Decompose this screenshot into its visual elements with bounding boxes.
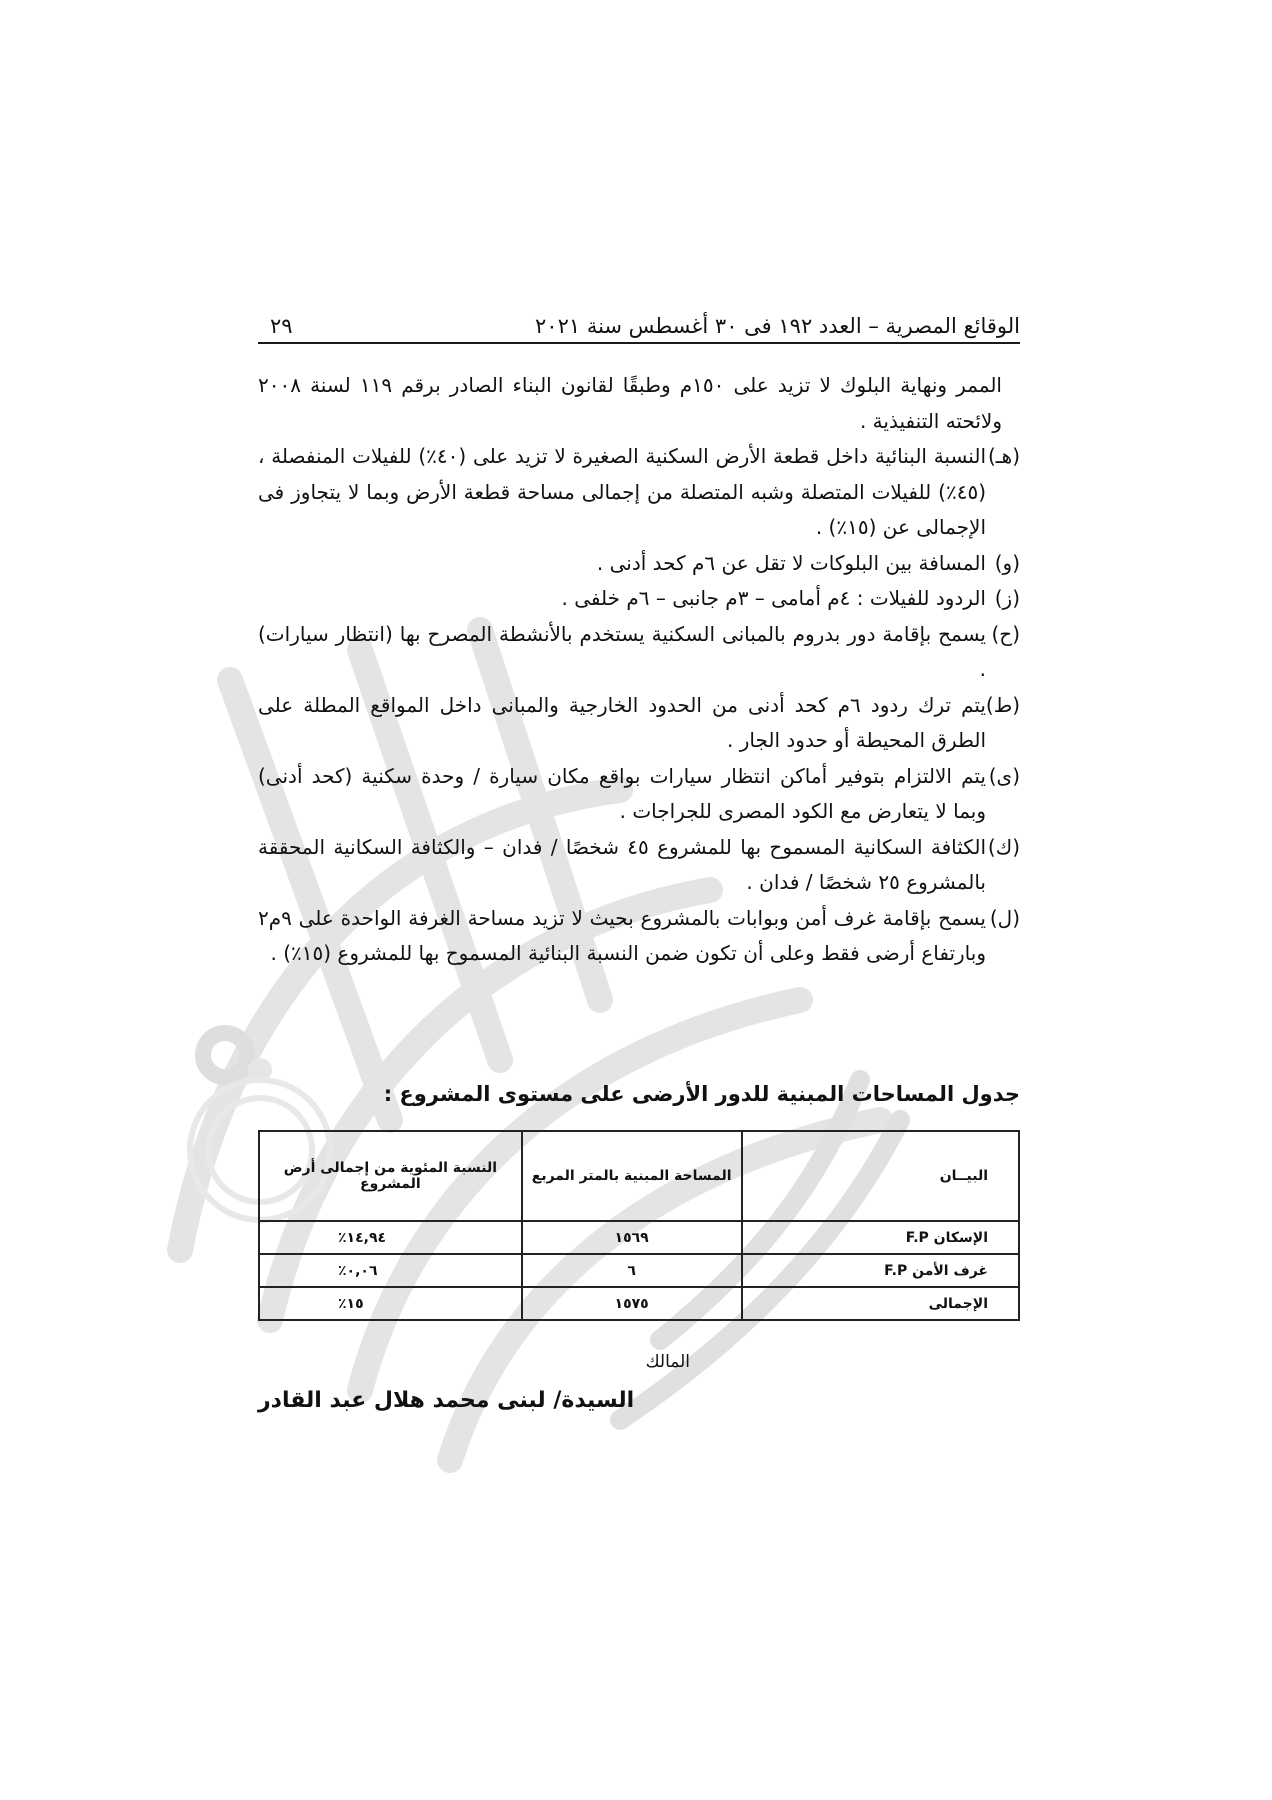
- item-marker: (ز): [994, 586, 1020, 610]
- item-marker: (و): [994, 550, 1020, 575]
- table-row: [259, 1254, 1019, 1287]
- gazette-page: [258, 0, 1020, 1800]
- gazette-header-title: الوقائع المصرية – العدد ١٩٢ فى ٣٠ أغسطس سنة ٢٠٢١: [535, 314, 1020, 338]
- item-text: يتم الالتزام بتوفير أماكن انتظار سيارات بواقع مكان سيارة / وحدة سكنية (كحد أدنى) وبما لا يتعارض مع الكود المصرى للجراجات .: [258, 763, 986, 823]
- item-text: يسمح بإقامة غرف أمن وبوابات بالمشروع بحيث لا تزيد مساحة الغرفة الواحدة على ٩م٢ وبارتفاع أرضى فقط وعلى أن تكون ضمن النسبة البنائية المسموح بها للمشروع (١٥٪) .: [258, 905, 986, 965]
- column-header-percentage: النسبة المئوية من إجمالى أرض المشروع: [259, 1131, 522, 1221]
- cell-built-area: ١٥٦٩: [522, 1221, 742, 1254]
- body-text: [258, 368, 1020, 972]
- cell-built-area: ١٥٧٥: [522, 1287, 742, 1320]
- item-marker: (هـ): [987, 444, 1020, 468]
- list-item: [258, 546, 1020, 582]
- list-item: [258, 439, 1020, 546]
- list-item: [258, 581, 1020, 617]
- signature-name-block: [258, 1388, 1020, 1413]
- header-rule: [258, 342, 1020, 344]
- table-title: جدول المساحات المبنية للدور الأرضى على مستوى المشروع :: [383, 1082, 1020, 1106]
- cell-percentage: ٠,٠٦٪: [259, 1254, 522, 1287]
- cell-description: الإجمالى: [742, 1287, 1019, 1320]
- list-item: [258, 759, 1020, 830]
- list-item: [258, 830, 1020, 901]
- table-row: [259, 1221, 1019, 1254]
- item-text: يتم ترك ردود ٦م كحد أدنى من الحدود الخارجية والمبانى داخل المواقع المطلة على الطرق المحيطة أو حدود الجار .: [258, 692, 986, 752]
- cell-percentage: ١٥٪: [259, 1287, 522, 1320]
- list-item: [258, 617, 1020, 688]
- table-row: [259, 1287, 1019, 1320]
- intro-paragraph: الممر ونهاية البلوك لا تزيد على ١٥٠م وطبقًا لقانون البناء الصادر برقم ١١٩ لسنة ٢٠٠٨ ولائحته التنفيذية .: [258, 373, 1002, 433]
- built-areas-table: [258, 1130, 1020, 1321]
- owner-name: السيدة/ لبنى محمد هلال عبد القادر: [258, 1388, 635, 1413]
- table-header-row: [259, 1131, 1019, 1221]
- cell-percentage: ١٤,٩٤٪: [259, 1221, 522, 1254]
- item-text: المسافة بين البلوكات لا تقل عن ٦م كحد أدنى .: [596, 550, 986, 575]
- item-marker: (ى): [988, 763, 1020, 788]
- item-marker: (ل): [989, 905, 1020, 930]
- page-header: [258, 294, 1020, 338]
- item-marker: (ط): [985, 692, 1020, 717]
- page-number: ٢٩: [270, 314, 293, 338]
- column-header-built-area: المساحة المبنية بالمتر المربع: [522, 1131, 742, 1221]
- signature-label: المالك: [645, 1352, 690, 1372]
- item-text: الكثافة السكانية المسموح بها للمشروع ٤٥ شخصًا / فدان – والكثافة السكانية المحققة بالمشروع ٢٥ شخصًا / فدان .: [258, 834, 986, 894]
- list-item: [258, 901, 1020, 972]
- item-marker: (ح): [991, 621, 1020, 646]
- item-text: النسبة البنائية داخل قطعة الأرض السكنية الصغيرة لا تزيد على (٤٠٪) للفيلات المنفصلة ، (٤٥٪) للفيلات المتصلة وشبه المتصلة من إجمالى مساحة قطعة الأرض وبما لا يتجاوز فى الإجمالى عن (١٥٪) .: [258, 444, 986, 539]
- list-item: [258, 688, 1020, 759]
- cell-description: الإسكان F.P: [742, 1221, 1019, 1254]
- item-marker: (ك): [987, 834, 1020, 859]
- cell-description: غرف الأمن F.P: [742, 1254, 1019, 1287]
- item-text: الردود للفيلات : ٤م أمامى – ٣م جانبى – ٦م خلفى .: [561, 586, 986, 610]
- cell-built-area: ٦: [522, 1254, 742, 1287]
- column-header-description: البيــان: [742, 1131, 1019, 1221]
- item-text: يسمح بإقامة دور بدروم بالمبانى السكنية يستخدم بالأنشطة المصرح بها (انتظار سيارات) .: [258, 621, 986, 681]
